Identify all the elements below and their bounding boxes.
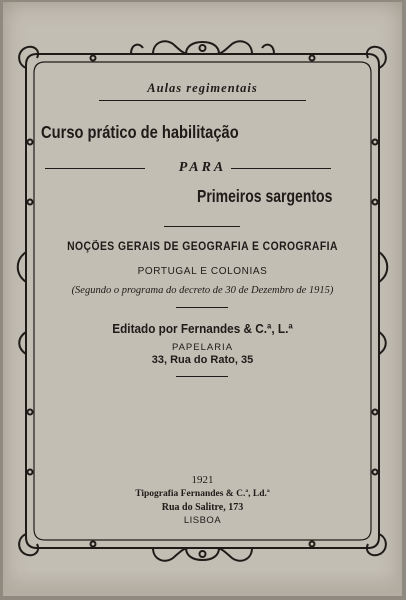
- region-subheading: PORTUGAL E COLONIAS: [137, 266, 268, 277]
- series-label: Aulas regimentais: [147, 81, 258, 95]
- imprint-year: 1921: [191, 474, 214, 486]
- imprint-street: Rua do Salitre, 173: [161, 502, 244, 513]
- title-line-2: Primeiros sargentos: [197, 186, 333, 206]
- publisher-line: Editado por Fernandes & C.ª, L.ª: [112, 322, 293, 336]
- program-note: (Segundo o programa do decreto de 30 de Dezembro de 1915): [71, 285, 334, 296]
- shop-label: PAPELARIA: [171, 342, 234, 353]
- section-divider-1: [164, 226, 240, 227]
- title-connector: PARA: [178, 160, 227, 175]
- publisher-address: 33, Rua do Rato, 35: [151, 354, 254, 366]
- section-divider-2: [176, 307, 228, 308]
- title-line-1: Curso prático de habilitação: [41, 122, 239, 142]
- section-divider-3: [176, 376, 228, 377]
- imprint-city: LISBOA: [183, 515, 222, 526]
- para-rule-right: [231, 168, 331, 169]
- imprint-printer: Tipografia Fernandes & C.ª, Ld.ª: [135, 489, 270, 499]
- series-underline: [99, 100, 306, 101]
- subject-heading: NOÇÕES GERAIS DE GEOGRAFIA E COROGRAFIA: [67, 241, 338, 253]
- book-cover: [3, 2, 402, 596]
